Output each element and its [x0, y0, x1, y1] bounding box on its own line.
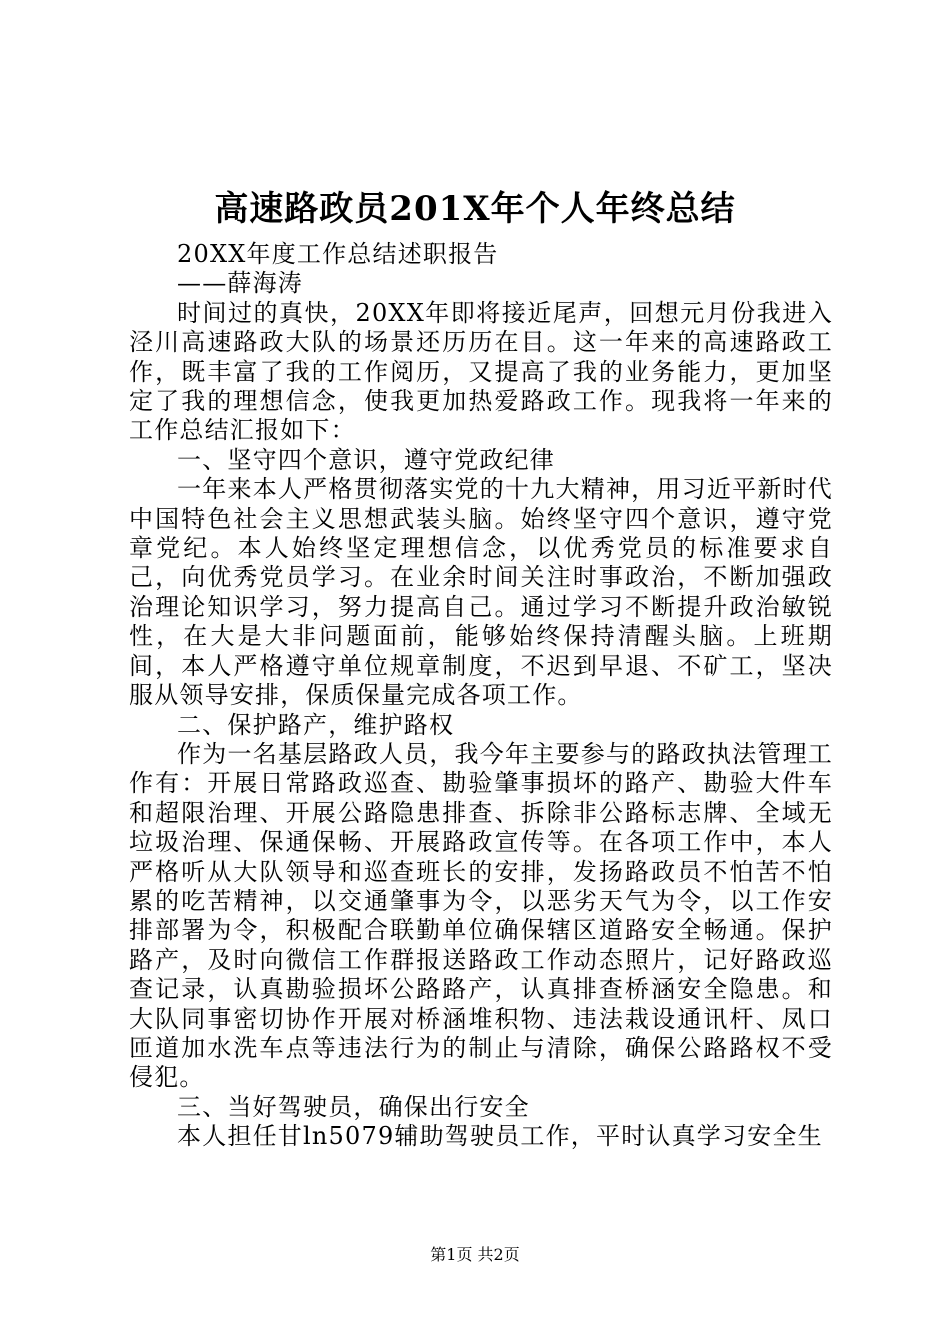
section-heading-1: 一、坚守四个意识，遵守党政纪律	[177, 445, 555, 474]
document-title: 高速路政员201X年个人年终总结	[214, 189, 736, 229]
document-body	[129, 240, 833, 1152]
report-author: ——薛海涛	[177, 269, 303, 298]
page-number-footer: 第1页 共2页	[430, 1245, 520, 1264]
section-paragraph-3: 本人担任甘ln5079辅助驾驶员工作，平时认真学习安全生	[177, 1122, 823, 1151]
section-heading-2: 二、保护路产，维护路权	[177, 710, 455, 739]
section-heading-3: 三、当好驾驶员，确保出行安全	[177, 1092, 530, 1121]
section-paragraph-2: 作为一名基层路政人员，我今年主要参与的路政执法管理工作有：开展日常路政巡查、勘验肇事损坏的路产、勘验大件车和超限治理、开展公路隐患排查、拆除非公路标志牌、全域无垃圾治理、保通保畅、开展路政宣传等。在各项工作中，本人严格听从大队领导和巡查班长的安排，发扬路政员不怕苦不怕累的吃苦精神，以交通肇事为令，以恶劣天气为令，以工作安排部署为令，积极配合联勤单位确保辖区道路安全畅通。保护路产，及时向微信工作群报送路政工作动态照片，记好路政巡查记录，认真勘验损坏公路路产，认真排查桥涵安全隐患。和大队同事密切协作开展对桥涵堆积物、违法栽设通讯杆、凤口匝道加水洗车点等违法行为的制止与清除，确保公路路权不受侵犯。	[129, 739, 833, 1092]
report-subtitle: 20XX年度工作总结述职报告	[177, 240, 499, 268]
section-paragraph-1: 一年来本人严格贯彻落实党的十九大精神，用习近平新时代中国特色社会主义思想武装头脑。始终坚守四个意识，遵守党章党纪。本人始终坚定理想信念，以优秀党员的标准要求自己，向优秀党员学习。在业余时间关注时事政治，不断加强政治理论知识学习，努力提高自己。通过学习不断提升政治敏锐性，在大是大非问题面前，能够始终保持清醒头脑。上班期间，本人严格遵守单位规章制度，不迟到早退、不矿工，坚决服从领导安排，保质保量完成各项工作。	[129, 475, 833, 710]
intro-paragraph: 时间过的真快，20XX年即将接近尾声，回想元月份我进入泾川高速路政大队的场景还历历在目。这一年来的高速路政工作，既丰富了我的工作阅历，又提高了我的业务能力，更加坚定了我的理想信念，使我更加热爱路政工作。现我将一年来的工作总结汇报如下：	[129, 298, 833, 445]
